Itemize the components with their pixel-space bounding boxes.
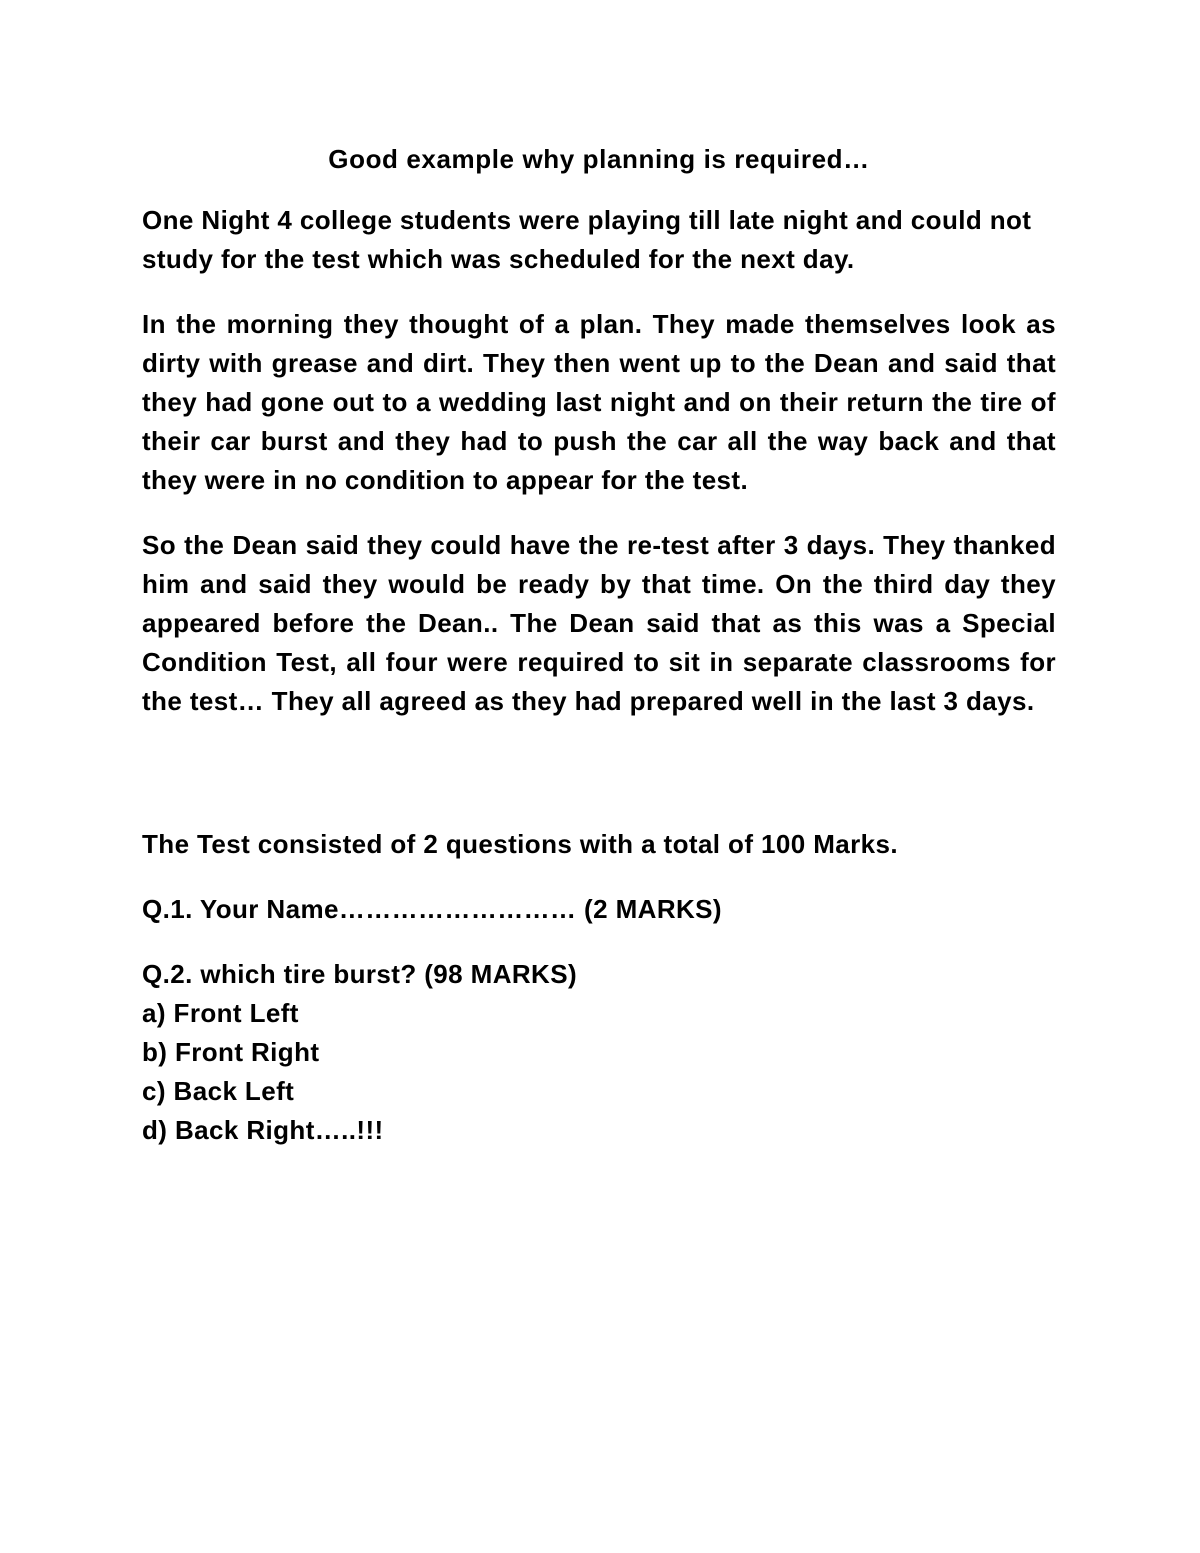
option-a: a) Front Left (142, 998, 299, 1028)
question-2 (142, 955, 1056, 1150)
document-page (142, 140, 1056, 1176)
paragraph-intro: One Night 4 college students were playing till late night and could not study for the test which was scheduled for the next day. (142, 205, 1032, 274)
test-intro: The Test consisted of 2 questions with a total of 100 Marks. (142, 829, 898, 859)
question-2-text: Q.2. which tire burst? (98 MARKS) (142, 959, 578, 989)
question-1 (142, 890, 1056, 929)
option-b: b) Front Right (142, 1037, 320, 1067)
paragraph-dean: So the Dean said they could have the re-test after 3 days. They thanked him and said they would be ready by that time. On the third day they appeared before the Dean.. The Dean said that as this was a Special Condition Test, all four were required to sit in separate classrooms for the test… They all agreed as they had prepared well in the last 3 days. (142, 530, 1056, 716)
question-1-text: Q.1. Your Name……………………… (2 MARKS) (142, 894, 722, 924)
option-d: d) Back Right…..!!! (142, 1115, 384, 1145)
blank-space (142, 747, 1056, 825)
paragraph-plan: In the morning they thought of a plan. They made themselves look as dirty with grease and dirt. They then went up to the Dean and said that they had gone out to a wedding last night and on their return the tire of their car burst and they had to push the car all the way back and that they were in no condition to appear for the test. (142, 309, 1056, 495)
option-c: c) Back Left (142, 1076, 295, 1106)
document-title: Good example why planning is required… (328, 144, 870, 174)
